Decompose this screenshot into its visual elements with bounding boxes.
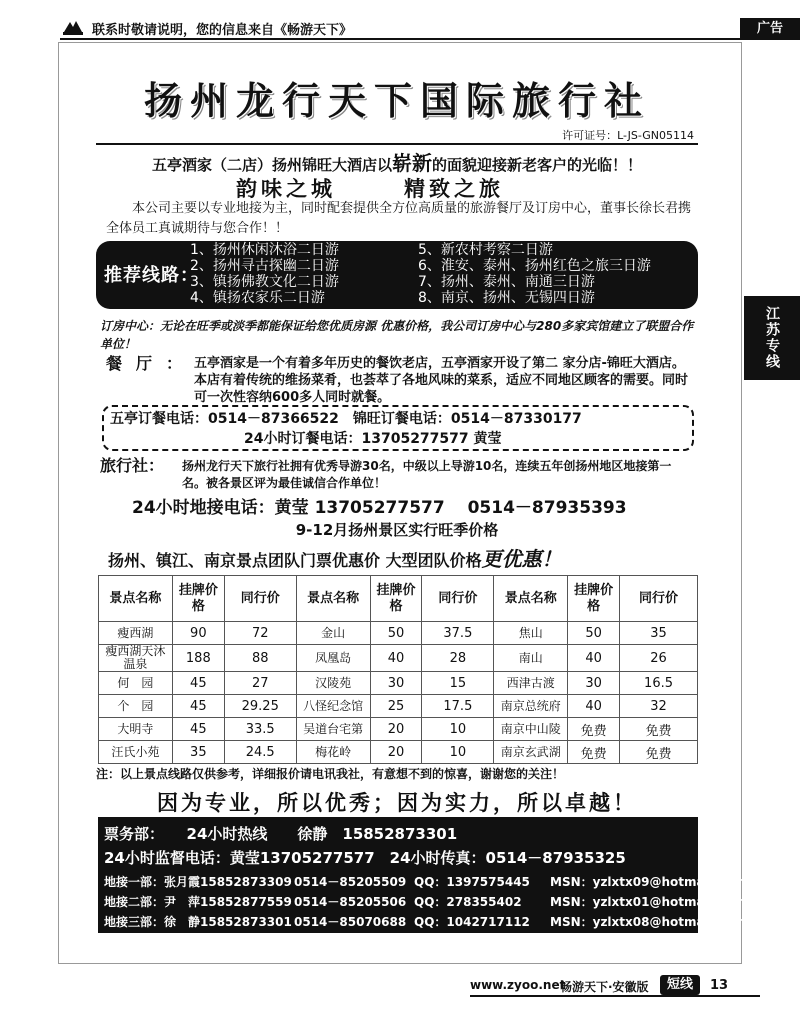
- category-tab: 广告: [740, 18, 800, 40]
- routes-column-right: [418, 242, 651, 306]
- branch-name: 地接三部：徐 静15852873301: [104, 915, 292, 929]
- title-rule: [96, 143, 698, 145]
- trade-price-cell: 免费: [620, 718, 698, 741]
- website-link[interactable]: www.zyoo.net: [470, 978, 566, 992]
- list-price-cell: 免费: [568, 718, 620, 741]
- scenic-spot-cell: 南山: [494, 645, 568, 672]
- branch-row: [104, 873, 746, 890]
- trade-price-cell: 16.5: [620, 672, 698, 695]
- routes-column-left: [190, 242, 339, 306]
- route-item: 7、扬州、泰州、南通三日游: [418, 274, 595, 290]
- booking-center: 订房中心：无论在旺季或淡季都能保证给您优质房源 优惠价格，我公司订房中心与280多家宾馆建立了联盟合作单位！: [100, 319, 694, 351]
- list-price-cell: 30: [568, 672, 620, 695]
- list-price-cell: 90: [172, 622, 224, 645]
- publication-name: 畅游天下·安徽版: [560, 980, 649, 994]
- branch-name: 地接二部：尹 萍15852877559: [104, 895, 292, 909]
- col-header: 挂牌价格: [172, 576, 224, 622]
- supervision-line: 24小时监督电话：黄莹13705277577 24小时传真：0514－87935325: [104, 849, 626, 867]
- branch-qq: QQ：278355402: [414, 895, 522, 909]
- routes-label: 推荐线路：: [104, 265, 199, 286]
- trade-price-cell: 28: [422, 645, 494, 672]
- footer-rule: [470, 995, 760, 997]
- magazine-logo-icon: [62, 18, 84, 36]
- table-header-row: [99, 576, 698, 622]
- trade-price-cell: 10: [422, 741, 494, 764]
- dining-hotline: 24小时订餐电话：13705277577 黄莹: [244, 431, 502, 447]
- scenic-spot-cell: 汉陵苑: [296, 672, 370, 695]
- scenic-spot-cell: 汪氏小苑: [99, 741, 173, 764]
- list-price-cell: 45: [172, 695, 224, 718]
- table-row: [99, 645, 698, 672]
- list-price-cell: 免费: [568, 741, 620, 764]
- source-notice: 联系时敬请说明，您的信息来自《畅游天下》: [92, 23, 353, 38]
- list-price-cell: 30: [370, 672, 422, 695]
- section-badge: 短线: [660, 975, 700, 995]
- price-note: 注：以上景点线路仅供参考，详细报价请电讯我社，有意想不到的惊喜，谢谢您的关注！: [96, 767, 565, 781]
- list-price-cell: 40: [568, 695, 620, 718]
- season-notice: 9-12月扬州景区实行旺季价格: [295, 521, 499, 539]
- route-item: 1、扬州休闲沐浴二日游: [190, 242, 339, 258]
- trade-price-cell: 35: [620, 622, 698, 645]
- list-price-cell: 20: [370, 741, 422, 764]
- col-header: 景点名称: [494, 576, 568, 622]
- list-price-cell: 50: [370, 622, 422, 645]
- agency-title: 扬州龙行天下国际旅行社: [143, 78, 650, 123]
- list-price-cell: 20: [370, 718, 422, 741]
- dining-phones: 五亭订餐电话：0514－87366522 锦旺订餐电话：0514－87330177: [110, 411, 582, 427]
- list-price-cell: 35: [172, 741, 224, 764]
- promo-text: 扬州、镇江、南京景点团队门票优惠价 大型团队价格: [108, 551, 482, 570]
- trade-price-cell: 32: [620, 695, 698, 718]
- slogan-tour: 精致之旅: [404, 176, 504, 201]
- scenic-spot-cell: 梅花岭: [296, 741, 370, 764]
- branch-tel: 0514－85205509: [294, 875, 407, 889]
- col-header: 同行价: [422, 576, 494, 622]
- list-price-cell: 40: [370, 645, 422, 672]
- slogan-city: 韵味之城: [236, 176, 336, 201]
- scenic-spot-cell: 瘦西湖天沐温泉: [99, 645, 173, 672]
- branch-qq: QQ：1397575445: [414, 875, 530, 889]
- list-price-cell: 45: [172, 718, 224, 741]
- scenic-spot-cell: 何 园: [99, 672, 173, 695]
- route-item: 6、淮安、泰州、扬州红色之旅三日游: [418, 258, 651, 274]
- trade-price-cell: 88: [224, 645, 296, 672]
- list-price-cell: 188: [172, 645, 224, 672]
- col-header: 挂牌价格: [568, 576, 620, 622]
- branch-msn: MSN：yzlxtx09@hotmail.com: [550, 875, 746, 889]
- scenic-spot-cell: 个 园: [99, 695, 173, 718]
- branch-msn: MSN：yzlxtx01@hotmail.com: [550, 895, 746, 909]
- route-item: 8、南京、扬州、无锡四日游: [418, 290, 595, 306]
- dining-phone-box: [102, 405, 694, 451]
- scenic-spot-cell: 吴道台宅第: [296, 718, 370, 741]
- welcome-text-b: 的面貌迎接新老客户的光临！！: [432, 156, 643, 174]
- scenic-spot-cell: 焦山: [494, 622, 568, 645]
- scenic-spot-cell: 八怪纪念馆: [296, 695, 370, 718]
- top-bar: [0, 0, 800, 40]
- scenic-spot-cell: 金山: [296, 622, 370, 645]
- reception-hotline: 24小时地接电话：黄莹 13705277577 0514－87935393: [132, 498, 627, 518]
- trade-price-cell: 26: [620, 645, 698, 672]
- trade-price-cell: 24.5: [224, 741, 296, 764]
- col-header: 景点名称: [296, 576, 370, 622]
- welcome-emphasis: 崭新: [392, 151, 432, 175]
- col-header: 景点名称: [99, 576, 173, 622]
- col-header: 同行价: [224, 576, 296, 622]
- col-header: 同行价: [620, 576, 698, 622]
- agency-label: 旅行社：: [100, 456, 165, 475]
- trade-price-cell: 10: [422, 718, 494, 741]
- recommended-routes: [96, 241, 698, 309]
- branch-qq: QQ：1042717112: [414, 915, 530, 929]
- scenic-spot-cell: 南京玄武湖: [494, 741, 568, 764]
- table-row: [99, 695, 698, 718]
- branch-msn: MSN：yzlxtx08@hotmail.com: [550, 915, 746, 929]
- page-number: 13: [710, 978, 729, 993]
- license-number: 许可证号：L-JS-GN05114: [562, 129, 694, 142]
- trade-price-cell: 17.5: [422, 695, 494, 718]
- restaurant-label: 餐厅：: [106, 354, 197, 373]
- trade-price-cell: 72: [224, 622, 296, 645]
- ticket-price-table: [98, 575, 698, 764]
- scenic-spot-cell: 大明寺: [99, 718, 173, 741]
- scenic-spot-cell: 瘦西湖: [99, 622, 173, 645]
- scenic-spot-cell: 南京中山陵: [494, 718, 568, 741]
- page-footer: [0, 975, 800, 997]
- branch-row: [104, 913, 746, 930]
- list-price-cell: 25: [370, 695, 422, 718]
- trade-price-cell: 33.5: [224, 718, 296, 741]
- table-body: [99, 622, 698, 764]
- scenic-spot-cell: 南京总统府: [494, 695, 568, 718]
- advertisement: [96, 75, 746, 930]
- table-row: [99, 741, 698, 764]
- route-item: 5、新农村考察二日游: [418, 242, 553, 258]
- ticket-department: 票务部： 24小时热线 徐静 15852873301: [104, 825, 458, 843]
- top-rule: [60, 38, 740, 40]
- trade-price-cell: 37.5: [422, 622, 494, 645]
- contact-panel: [98, 817, 746, 933]
- restaurant-text: 五亭酒家是一个有着多年历史的餐饮老店，五亭酒家开设了第二 家分店-锦旺大酒店。本店有着传统的维扬菜肴，也荟萃了各地风味的菜系，适应不同地区顾客的需要。同时可一次性容纳600多人同时就餐。: [194, 356, 689, 405]
- route-item: 4、镇扬农家乐二日游: [190, 290, 325, 306]
- welcome-text-a: 五亭酒家（二店）扬州锦旺大酒店以: [151, 156, 392, 174]
- trade-price-cell: 27: [224, 672, 296, 695]
- branch-name: 地接一部：张月霞15852873309: [104, 875, 292, 889]
- trade-price-cell: 免费: [620, 741, 698, 764]
- list-price-cell: 45: [172, 672, 224, 695]
- branch-row: [104, 893, 746, 910]
- welcome-line: [96, 147, 698, 176]
- table-row: [99, 622, 698, 645]
- scenic-spot-cell: 凤凰岛: [296, 645, 370, 672]
- branch-tel: 0514－85070688: [294, 915, 407, 929]
- route-item: 3、镇扬佛教文化二日游: [190, 274, 339, 290]
- table-row: [99, 672, 698, 695]
- agency-text: 扬州龙行天下旅行社拥有优秀导游30名，中级以上导游10名，连续五年创扬州地区地接第一名。被各景区评为最佳诚信合作单位！: [182, 459, 672, 490]
- scenic-spot-cell: 西津古渡: [494, 672, 568, 695]
- col-header: 挂牌价格: [370, 576, 422, 622]
- group-promo: [108, 543, 562, 572]
- list-price-cell: 50: [568, 622, 620, 645]
- company-intro: 本公司主要以专业地接为主，同时配套提供全方位高质量的旅游餐厅及订房中心，董事长徐长君携全体员工真诚期待与您合作！！: [106, 201, 692, 236]
- branch-tel: 0514－85205506: [294, 895, 407, 909]
- company-motto: 因为专业，所以优秀；因为实力，所以卓越！: [157, 790, 637, 815]
- trade-price-cell: 29.25: [224, 695, 296, 718]
- route-item: 2、扬州寻古探幽二日游: [190, 258, 339, 274]
- promo-emphasis: 更优惠！: [481, 547, 562, 571]
- list-price-cell: 40: [568, 645, 620, 672]
- trade-price-cell: 15: [422, 672, 494, 695]
- table-row: [99, 718, 698, 741]
- side-tab-jiangsu: 江苏专线: [744, 296, 800, 380]
